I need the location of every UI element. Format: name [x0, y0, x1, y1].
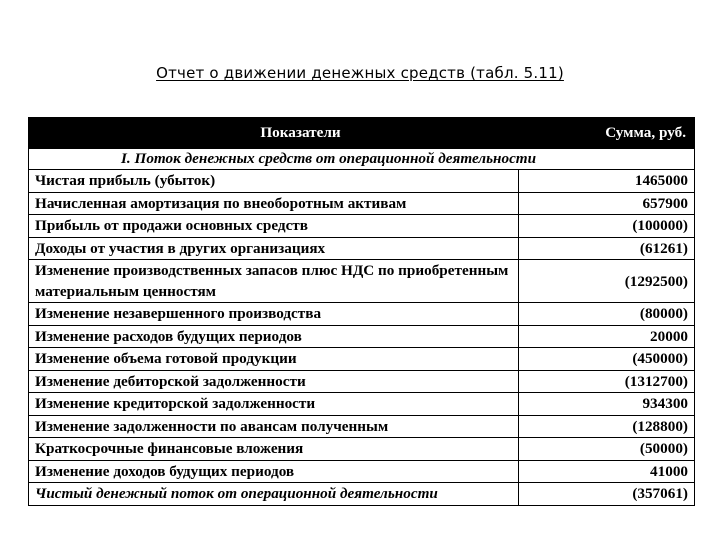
row-value: (50000)	[519, 438, 695, 461]
row-name: Изменение дебиторской задолженности	[29, 370, 519, 393]
row-value: (80000)	[519, 303, 695, 326]
row-value: (450000)	[519, 348, 695, 371]
row-name: Доходы от участия в других организациях	[29, 237, 519, 260]
section-row	[29, 149, 695, 170]
table-row	[29, 460, 695, 483]
row-name: Начисленная амортизация по внеоборотным активам	[29, 192, 519, 215]
row-value: 20000	[519, 325, 695, 348]
row-name: Изменение кредиторской задолженности	[29, 393, 519, 416]
row-value: 657900	[519, 192, 695, 215]
row-name: Краткосрочные финансовые вложения	[29, 438, 519, 461]
row-name: Изменение доходов будущих периодов	[29, 460, 519, 483]
total-value: (357061)	[519, 483, 695, 506]
row-name: Изменение задолженности по авансам полученным	[29, 415, 519, 438]
header-indicators: Показатели	[29, 118, 519, 149]
table-header-row	[29, 118, 695, 149]
row-name: Изменение незавершенного производства	[29, 303, 519, 326]
total-row	[29, 483, 695, 506]
row-value: 1465000	[519, 170, 695, 193]
table-row	[29, 393, 695, 416]
table-row	[29, 303, 695, 326]
header-amount: Сумма, руб.	[519, 118, 695, 149]
row-value: (100000)	[519, 215, 695, 238]
section-title: I. Поток денежных средств от операционной деятельности	[29, 149, 695, 170]
row-value: (61261)	[519, 237, 695, 260]
row-value: (1292500)	[519, 260, 695, 303]
cash-flow-table	[28, 117, 695, 506]
row-name: Чистая прибыль (убыток)	[29, 170, 519, 193]
row-value: 41000	[519, 460, 695, 483]
table-row	[29, 215, 695, 238]
total-name: Чистый денежный поток от операционной деятельности	[29, 483, 519, 506]
table-row	[29, 415, 695, 438]
row-name: Изменение объема готовой продукции	[29, 348, 519, 371]
table-row	[29, 438, 695, 461]
row-value: 934300	[519, 393, 695, 416]
table-row	[29, 237, 695, 260]
report-title	[0, 64, 720, 82]
row-name: Изменение производственных запасов плюс НДС по приобретенным материальным ценностям	[29, 260, 519, 303]
table-row	[29, 348, 695, 371]
row-name: Изменение расходов будущих периодов	[29, 325, 519, 348]
report-title-text: Отчет о движении денежных средств (табл. 5.11)	[156, 64, 564, 82]
table-row	[29, 260, 695, 303]
row-value: (1312700)	[519, 370, 695, 393]
row-value: (128800)	[519, 415, 695, 438]
table-row	[29, 170, 695, 193]
table-row	[29, 192, 695, 215]
table-row	[29, 325, 695, 348]
table-row	[29, 370, 695, 393]
row-name: Прибыль от продажи основных средств	[29, 215, 519, 238]
